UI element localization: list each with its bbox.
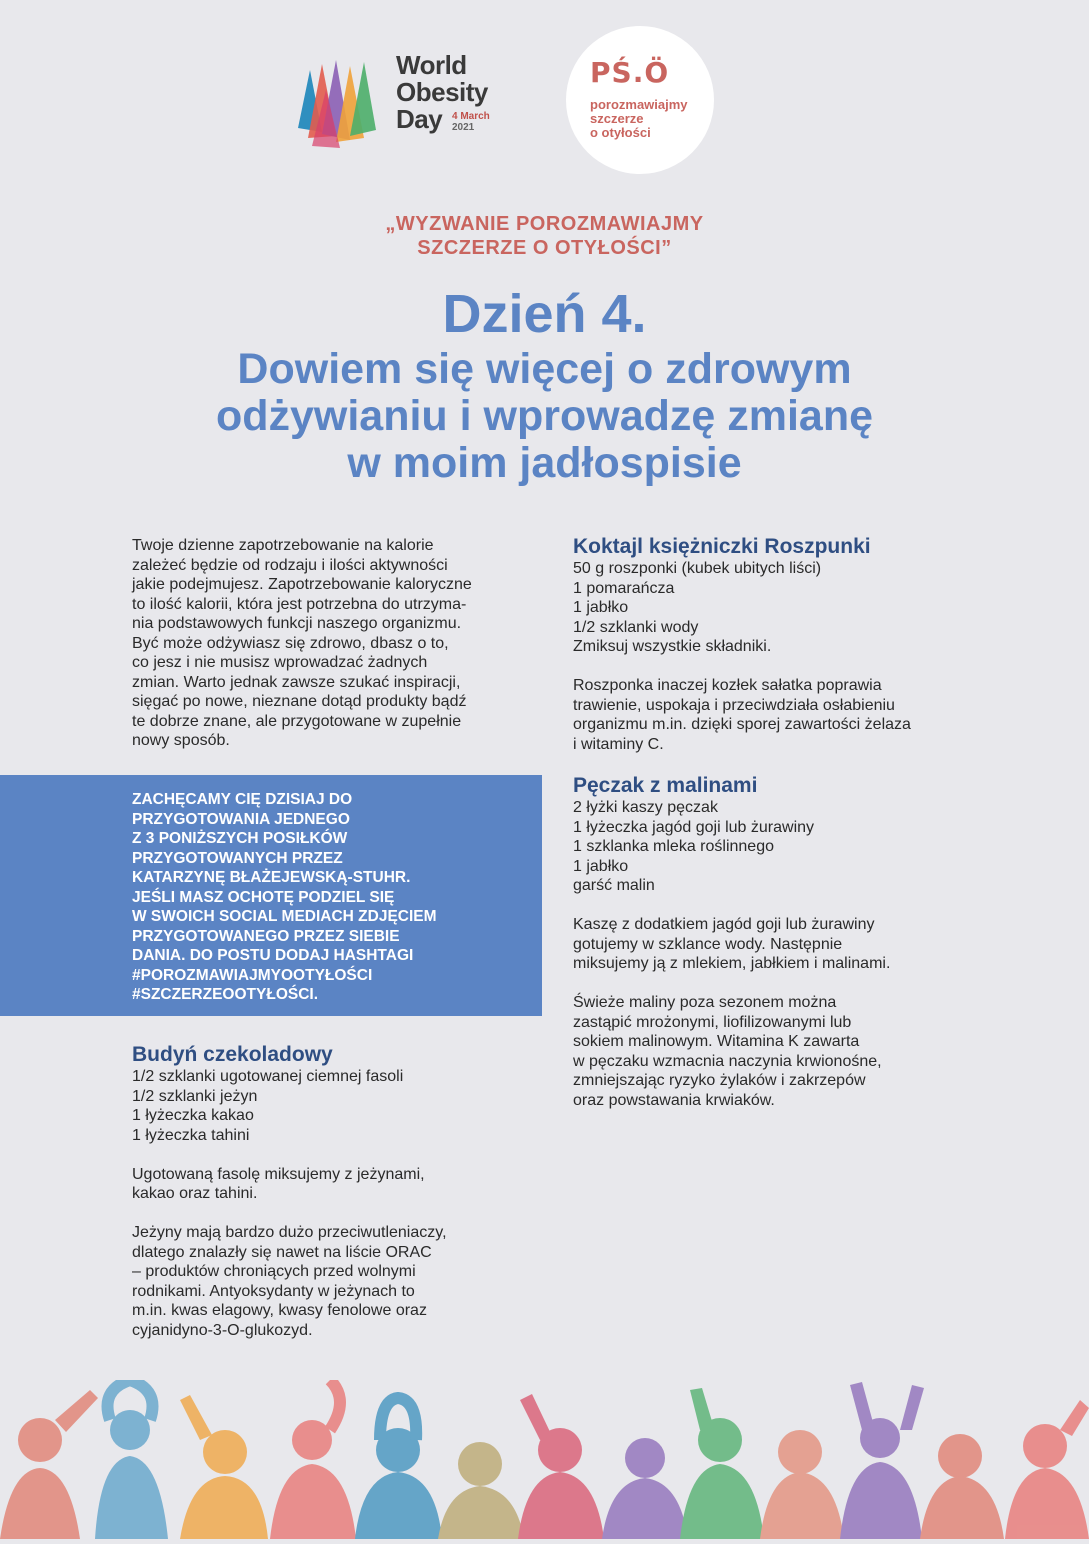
banner-line: #SZCZERZEOOTYŁOŚCI. bbox=[132, 986, 319, 1003]
method-line: Kaszę z dodatkiem jagód goji lub żurawiny bbox=[573, 916, 875, 933]
wod-date-line2: 2021 bbox=[452, 122, 475, 133]
ingredient-item: 1 jabłko bbox=[573, 857, 629, 875]
method-line: Ugotowaną fasolę miksujemy z jeżynami, bbox=[132, 1165, 425, 1183]
pso-logo-mark: PŚ.Ö bbox=[590, 56, 670, 89]
wod-logo-line2: Obesity bbox=[396, 77, 488, 107]
method-line: kakao oraz tahini. bbox=[132, 1185, 258, 1202]
intro-line: nia podstawowych funkcji naszego organizmu. bbox=[132, 615, 462, 632]
note-line: Świeże maliny poza sezonem można bbox=[573, 994, 837, 1011]
banner-line: Z 3 PONIŻSZYCH POSIŁKÓW bbox=[132, 830, 348, 847]
ingredient-item: 2 łyżki kaszy pęczak bbox=[573, 799, 718, 816]
note-line: oraz powstawania krwiaków. bbox=[573, 1091, 775, 1109]
subtitle-line2: SZCZERZE O OTYŁOŚCI” bbox=[417, 237, 672, 259]
ingredient-item: 1 pomarańcza bbox=[573, 579, 675, 597]
recipe-koktajl bbox=[573, 535, 983, 754]
recipe-budyn-ingredients bbox=[132, 1067, 532, 1145]
banner-line: PRZYGOTOWANYCH PRZEZ bbox=[132, 849, 343, 867]
intro-paragraph bbox=[132, 536, 542, 751]
note-line: cyjanidyno-3-O-glukozyd. bbox=[132, 1321, 313, 1339]
ingredient-item: 1 łyżeczka jagód goji lub żurawiny bbox=[573, 818, 815, 836]
intro-line: zmian. Warto jednak zawsze szukać inspiracji, bbox=[132, 673, 461, 691]
recipe-peczak-note bbox=[573, 993, 983, 1110]
banner-line: PRZYGOTOWANIA JEDNEGO bbox=[132, 810, 350, 828]
intro-line: Być może odżywiasz się zdrowo, dbasz o to, bbox=[132, 634, 449, 652]
intro-line: te dobrze znane, ale przygotowane w zupełnie bbox=[132, 712, 462, 730]
ingredient-item: Zmiksuj wszystkie składniki. bbox=[573, 638, 772, 655]
note-line: w pęczaku wzmacnia naczynia krwionośne, bbox=[573, 1052, 882, 1070]
recipe-koktajl-ingredients bbox=[573, 559, 983, 657]
intro-line: Twoje dzienne zapotrzebowanie na kalorie bbox=[132, 537, 434, 554]
wod-logo-line1: World bbox=[396, 50, 467, 80]
page-title-day: Dzień 4. bbox=[442, 284, 647, 344]
pso-logo-text bbox=[590, 98, 688, 140]
recipe-peczak-title: Pęczak z malinami bbox=[573, 774, 758, 797]
wod-logo-line3: Day bbox=[396, 104, 443, 134]
note-line: dlatego znalazły się nawet na liście ORAC bbox=[132, 1243, 432, 1261]
pso-logo-line3: o otyłości bbox=[590, 125, 651, 140]
intro-line: to ilość kalorii, która jest potrzebna do utrzyma- bbox=[132, 595, 467, 613]
ingredient-item: garść malin bbox=[573, 877, 655, 894]
page-title-line3: w moim jadłospisie bbox=[347, 439, 742, 487]
call-to-action-text bbox=[132, 790, 532, 1005]
page-title-line1: Dowiem się więcej o zdrowym bbox=[237, 345, 852, 393]
world-obesity-day-logo bbox=[292, 50, 392, 150]
recipe-budyn bbox=[132, 1043, 532, 1340]
note-line: m.in. kwas elagowy, kwasy fenolowe oraz bbox=[132, 1302, 427, 1319]
ingredient-item: 1 jabłko bbox=[573, 599, 629, 616]
intro-line: sięgać po nowe, nieznane dotąd produkty bądź bbox=[132, 693, 467, 710]
banner-line: DANIA. DO POSTU DODAJ HASHTAGI bbox=[132, 947, 414, 964]
recipe-budyn-method bbox=[132, 1165, 532, 1204]
ingredient-item: 50 g roszponki (kubek ubitych liści) bbox=[573, 560, 822, 577]
people-silhouettes-icon bbox=[0, 1380, 1089, 1539]
page-title bbox=[0, 346, 1089, 487]
note-line: – produktów chroniących przed wolnymi bbox=[132, 1263, 416, 1280]
wod-logo-date bbox=[452, 111, 490, 133]
note-line: Roszponka inaczej kozłek sałatka poprawia bbox=[573, 677, 882, 694]
subtitle-line1: „WYZWANIE POROZMAWIAJMY bbox=[385, 213, 704, 235]
ingredient-item: 1 łyżeczka tahini bbox=[132, 1126, 250, 1144]
method-line: miksujemy ją z mlekiem, jabłkiem i malinami. bbox=[573, 955, 891, 972]
intro-line: jakie podejmujesz. Zapotrzebowanie kaloryczne bbox=[132, 576, 472, 593]
recipe-koktajl-note bbox=[573, 676, 983, 754]
recipe-peczak bbox=[573, 774, 983, 1110]
recipe-budyn-note bbox=[132, 1223, 532, 1340]
note-line: zastąpić mrożonymi, liofilizowanymi lub bbox=[573, 1013, 852, 1031]
page-title-line2: odżywianiu i wprowadzę zmianę bbox=[215, 392, 874, 440]
pso-logo-line2: szczerze bbox=[590, 111, 644, 126]
note-line: Jeżyny mają bardzo dużo przeciwutleniaczy, bbox=[132, 1224, 447, 1241]
wod-date-line1: 4 March bbox=[452, 111, 490, 122]
challenge-subtitle bbox=[0, 212, 1089, 260]
banner-line: ZACHĘCAMY CIĘ DZISIAJ DO bbox=[132, 791, 353, 808]
ingredient-item: 1 łyżeczka kakao bbox=[132, 1107, 254, 1124]
note-line: trawienie, uspokaja i przeciwdziała osłabieniu bbox=[573, 696, 895, 714]
ingredient-item: 1/2 szklanki wody bbox=[573, 618, 699, 636]
method-line: gotujemy w szklance wody. Następnie bbox=[573, 935, 843, 953]
people-illustration bbox=[0, 1380, 1089, 1539]
recipe-budyn-title: Budyń czekoladowy bbox=[132, 1043, 333, 1066]
intro-line: nowy sposób. bbox=[132, 732, 230, 749]
ingredient-item: 1/2 szklanki ugotowanej ciemnej fasoli bbox=[132, 1068, 404, 1085]
note-line: organizmu m.in. dzięki sporej zawartości żelaza bbox=[573, 716, 911, 733]
intro-line: co jesz i nie musisz wprowadzać żadnych bbox=[132, 654, 428, 671]
recipe-peczak-method bbox=[573, 915, 983, 974]
pso-logo-line1: porozmawiajmy bbox=[590, 97, 688, 112]
note-line: zmniejszając ryzyko żylaków i zakrzepów bbox=[573, 1072, 866, 1089]
note-line: rodnikami. Antyoksydanty w jeżynach to bbox=[132, 1282, 415, 1300]
banner-line: PRZYGOTOWANEGO PRZEZ SIEBIE bbox=[132, 927, 400, 945]
note-line: sokiem malinowym. Witamina K zawarta bbox=[573, 1033, 860, 1050]
banner-line: W SWOICH SOCIAL MEDIACH ZDJĘCIEM bbox=[132, 908, 437, 925]
banner-line: KATARZYNĘ BŁAŻEJEWSKĄ-STUHR. bbox=[132, 869, 411, 886]
banner-line: #POROZMAWIAJMYOOTYŁOŚCI bbox=[132, 966, 373, 984]
ingredient-item: 1/2 szklanki jeżyn bbox=[132, 1087, 258, 1105]
intro-line: zależeć będzie od rodzaju i ilości aktywności bbox=[132, 556, 448, 574]
ingredient-item: 1 szklanka mleka roślinnego bbox=[573, 838, 774, 855]
recipe-peczak-ingredients bbox=[573, 798, 983, 896]
note-line: i witaminy C. bbox=[573, 735, 664, 753]
recipe-koktajl-title: Koktajl księżniczki Roszpunki bbox=[573, 535, 871, 558]
wod-logo-mark-icon bbox=[292, 50, 392, 150]
banner-line: JEŚLI MASZ OCHOTĘ PODZIEL SIĘ bbox=[132, 888, 395, 906]
